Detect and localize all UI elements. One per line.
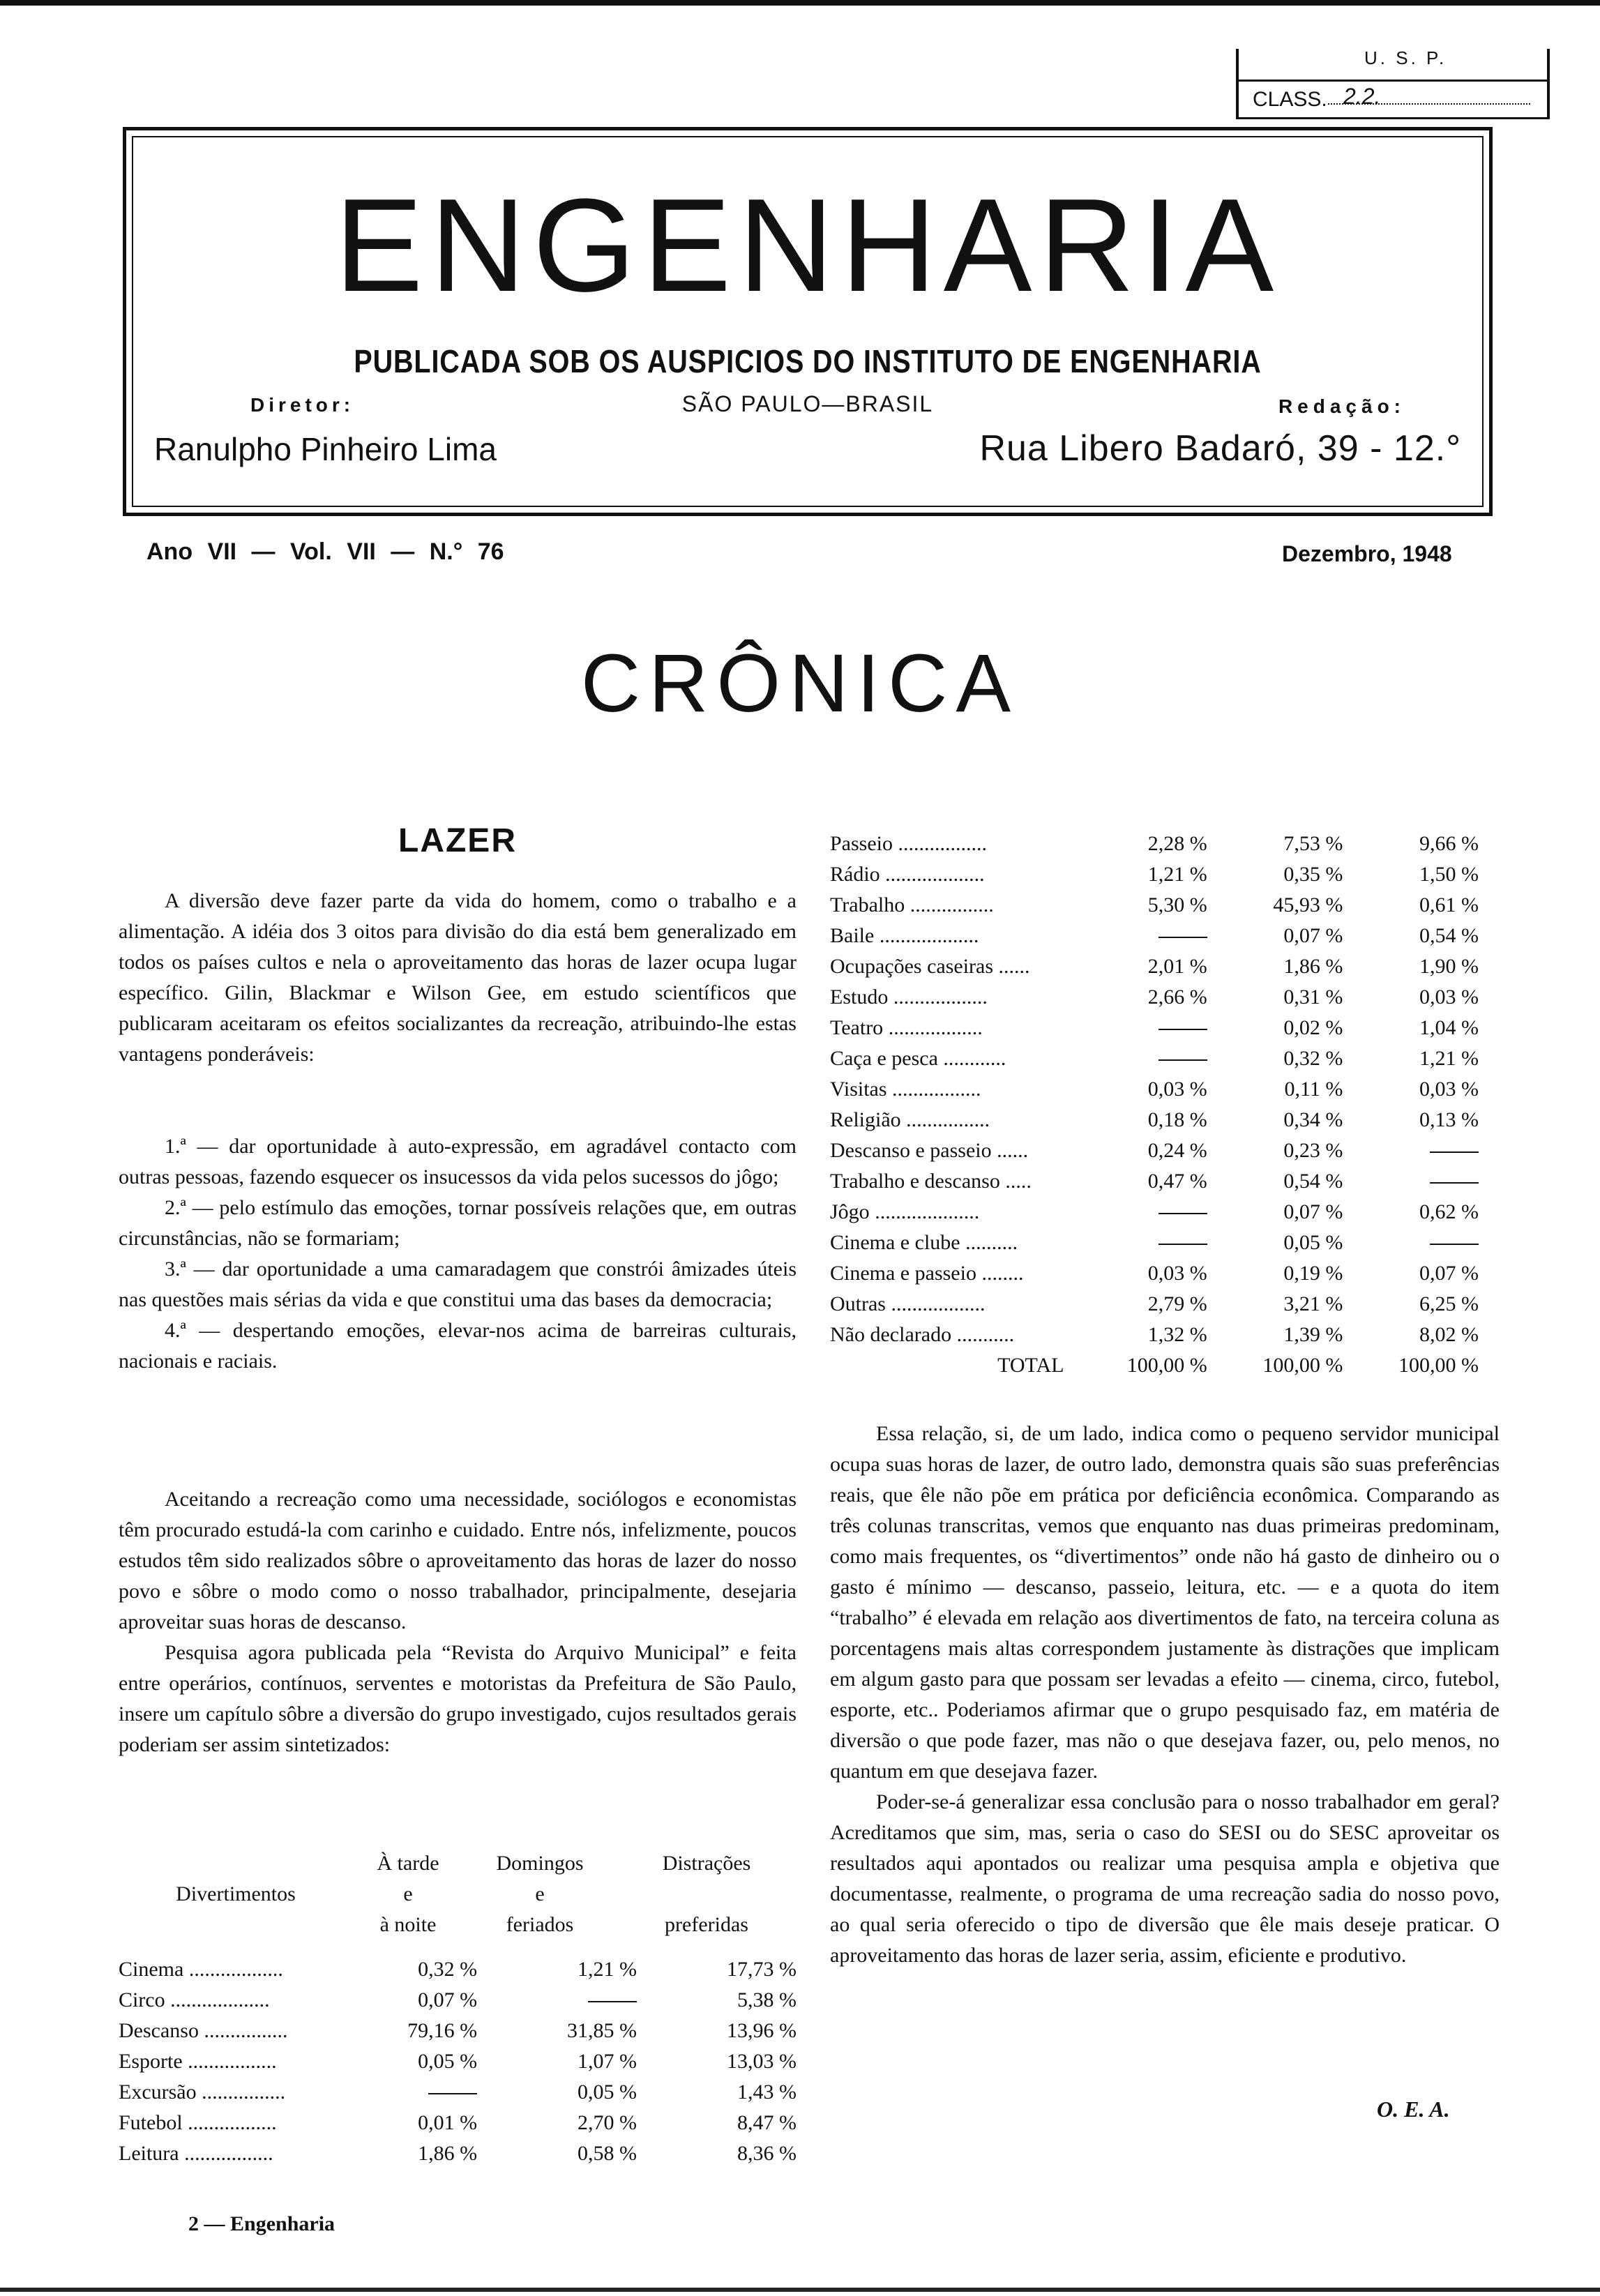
cell-c2 [477,1985,637,2016]
row-label [119,2046,363,2077]
cell-c2: 1,07 % [578,2050,637,2073]
cell-c2: 0,07 % [1283,1200,1343,1223]
cell-c1: 0,01 % [418,2111,478,2134]
cell-c3: 8,47 % [737,2111,797,2134]
publication-location: SÃO PAULO—BRASIL [681,391,934,416]
row-label [119,1985,363,2016]
empty-dash [428,2093,477,2094]
dot-leader: ..... [999,1170,1032,1193]
right-column [830,1419,1500,1971]
row-label [830,1320,1078,1350]
dot-leader: .................. [888,985,988,1009]
masthead-inner-frame [132,136,1484,507]
row-label-text: Estudo [830,985,889,1009]
empty-dash [1159,1029,1207,1030]
table-row [830,1043,1479,1074]
cell-c3: 0,03 % [1419,985,1479,1009]
cell-c1: 2,66 % [1147,985,1207,1009]
table-row [830,1166,1479,1197]
row-label-text: Descanso e passeio [830,1139,992,1162]
section-title: CRÔNICA [580,637,1020,730]
cell-c1: 0,47 % [1147,1170,1207,1193]
leisure-table-left [119,1954,797,2169]
table-row [830,1197,1479,1228]
row-label [830,1289,1078,1320]
row-label-text: Leitura [119,2142,179,2165]
paragraph: Essa relação, si, de um lado, indica como o pequeno servidor municipal ocupa suas horas de lazer, de outro lado, demonstra quais são suas preferências reais, que êle não põe em prática por deficiência econômica. Comparando as três colunas transcritas, vemos que enquanto nas duas primeiras predominam, como mais frequentes, os “divertimentos” onde não há gasto de dinheiro ou o gasto é mínimo — descanso, passeio, leitura, etc. — e a quota do item “trabalho” é elevada em relação aos divertimentos de fato, na terceira coluna as porcentagens mais altas correspondem justamente às distrações que implicam em algum gasto para que possam ser levadas a efeito — cinema, circo, futebol, esporte, etc.. Poderiamos afirmar que o grupo pesquisado faz, em matéria de diversão o que pode fazer, mas não o que desejava fazer, ou, pelo menos, no quantum em que desejava fazer. [830,1422,1500,1783]
row-label-text: Descanso [119,2019,199,2042]
cell-c2: 0,11 % [1284,1078,1343,1101]
cell-c3: 5,38 % [737,1988,797,2011]
row-label-text: Esporte [119,2050,183,2073]
row-label-text: Cinema e clube [830,1231,960,1254]
advantage-item: 4.ª — despertando emoções, elevar-nos acima de barreiras culturais, nacionais e raciais. [119,1319,797,1373]
dot-leader: ...... [993,955,1030,978]
row-label-text: Passeio [830,832,893,855]
cell-c2: 0,23 % [1283,1139,1343,1162]
page-top-border [0,0,1600,6]
table-row [119,2108,797,2138]
row-label-text: Outras [830,1292,886,1315]
cell-c3 [1343,1166,1479,1197]
cell-c1: 0,32 % [418,1958,478,1981]
table-row [830,951,1479,982]
dot-leader: ................... [874,924,979,947]
cell-c2: 1,39 % [1283,1323,1343,1346]
director-label: Diretor: [250,394,355,416]
cell-c1: 1,86 % [418,2142,478,2165]
cell-c1: 0,03 % [1147,1262,1207,1285]
cell-c1: 0,24 % [1147,1139,1207,1162]
table-row [830,1105,1479,1135]
cell-c2: 0,34 % [1283,1108,1343,1131]
cell-c2: 0,05 % [578,2080,637,2104]
cell-c1: 0,18 % [1147,1108,1207,1131]
cell-c3: 8,36 % [737,2142,797,2165]
row-label [830,1105,1078,1135]
cell-c1 [1078,1043,1207,1074]
column-header-distracoes: Distrações preferidas [662,1852,751,1936]
empty-dash [1430,1244,1479,1245]
table-row [830,982,1479,1013]
cell-c1 [1078,1197,1207,1228]
column-header-divertimentos: Divertimentos [176,1882,296,1905]
row-label-text: Cinema e passeio [830,1262,976,1285]
cell-c3: 9,66 % [1419,832,1479,855]
cell-c3: 0,07 % [1419,1262,1479,1285]
cell-c3: 100,00 % [1398,1354,1479,1377]
table-row [119,1985,797,2016]
cell-c2: 0,19 % [1283,1262,1343,1285]
editorial-label: Redação: [1278,395,1405,417]
advantage-item: 1.ª — dar oportunidade à auto-expressão, em agradável contacto com outras pessoas, fazendo esquecer os insucessos da vida pelos sucessos do jôgo; [119,1135,797,1188]
dot-leader: ................. [182,2050,277,2073]
stamp-class-value: 2.2. [1343,84,1381,109]
cell-c3: 1,04 % [1419,1016,1479,1039]
director-name: Ranulpho Pinheiro Lima [154,431,497,467]
intro-paragraph: A diversão deve fazer parte da vida do homem, como o trabalho e a alimentação. A idéia dos 3 oitos para divisão do dia está bem generalizado em todos os países cultos e nela o aproveitamento das horas de lazer ocupa lugar específico. Gilin, Blackmar e Wilson Gee, em estudo scientíficos que publicaram aceitaram os efeitos socializantes da recreação, atribuindo-lhe estas vantagens ponderáveis: [119,889,797,1066]
cell-c2: 31,85 % [567,2019,637,2042]
dot-leader: .................... [869,1200,980,1223]
table-row [830,1350,1479,1381]
dot-leader: ............ [937,1047,1006,1070]
cell-c1 [1078,1013,1207,1043]
cell-c1: 79,16 % [407,2019,478,2042]
table-row [830,829,1479,859]
row-label-text: Jôgo [830,1200,870,1223]
row-label [830,859,1078,890]
table-header [119,1848,797,1940]
cell-c3: 1,90 % [1419,955,1479,978]
row-label [830,1197,1078,1228]
paragraph: Poder-se-á generalizar essa conclusão para o nosso trabalhador em geral? Acreditamos que sim, mas, seria o caso do SESI ou do SESC aproveitar os resultados aqui apontados ou realizar uma pesquisa ampla e objetiva que documentasse, realmente, o programa de uma recreação sadia do nosso povo, ao qual seria oferecido o tipo de diversão que êle mais deseje praticar. O aproveitamento das horas de lazer seria, assim, eficiente e produtivo. [830,1790,1500,1967]
cell-c3: 0,03 % [1419,1078,1479,1101]
issue-date: Dezembro, 1948 [1282,541,1452,566]
cell-c3: 0,54 % [1419,924,1479,947]
row-label-text: Excursão [119,2080,197,2104]
cell-c1: 5,30 % [1147,893,1207,916]
dot-leader: .................. [183,1958,283,1981]
row-label [830,829,1078,859]
table-row [830,1258,1479,1289]
cell-c1 [1078,921,1207,951]
row-label [119,2108,363,2138]
dot-leader: ................ [905,893,994,916]
masthead [123,127,1493,516]
empty-dash [1159,1059,1207,1061]
table-row [119,2077,797,2108]
dot-leader: ................... [165,1988,270,2011]
dot-leader: .................. [885,1292,986,1315]
stamp-class-label: CLASS. [1253,88,1327,111]
table-row [830,921,1479,951]
table-row [830,1228,1479,1258]
empty-dash [1159,1213,1207,1214]
row-label-text: Teatro [830,1016,884,1039]
cell-c3: 8,02 % [1419,1323,1479,1346]
cell-c2: 0,07 % [1283,924,1343,947]
empty-dash [1159,1244,1207,1245]
table-row [830,1135,1479,1166]
cell-c2: 0,31 % [1283,985,1343,1009]
stamp-divider [1239,80,1547,82]
cell-c2: 0,35 % [1283,863,1343,886]
leisure-table-right [830,829,1479,1381]
dot-leader: .......... [960,1231,1018,1254]
cell-c2: 45,93 % [1273,893,1343,916]
dot-leader: ........ [976,1262,1024,1285]
cell-c3: 0,61 % [1419,893,1479,916]
cell-c1: 0,07 % [418,1988,478,2011]
advantages-list [119,1131,797,1377]
dot-leader: ................. [182,2111,277,2134]
cell-c1 [363,2077,477,2108]
para2-block [119,1484,797,1760]
row-label [830,921,1078,951]
cell-c2: 1,86 % [1283,955,1343,978]
table-row [119,1954,797,1985]
empty-dash [1430,1182,1479,1184]
table-row [119,2138,797,2169]
row-label-text: Trabalho [830,893,905,916]
row-label [119,2138,363,2169]
row-label [830,1258,1078,1289]
row-label [830,1074,1078,1105]
dot-leader: ................ [196,2080,286,2104]
issue-info: Ano VII — Vol. VII — N.° 76 [146,538,504,565]
cell-c2: 0,54 % [1283,1170,1343,1193]
dot-leader: ...... [991,1139,1029,1162]
dot-leader: ................. [886,1078,981,1101]
article-heading: LAZER [398,822,517,859]
cell-c2: 1,21 % [578,1958,637,1981]
cell-c2: 0,32 % [1283,1047,1343,1070]
cell-c2: 3,21 % [1283,1292,1343,1315]
row-label [830,1166,1078,1197]
row-label [830,951,1078,982]
row-label-text: Rádio [830,863,880,886]
page-bottom-border [0,2288,1600,2292]
row-label-text: Trabalho e descanso [830,1170,1000,1193]
row-label-text: Baile [830,924,875,947]
cell-c3: 0,62 % [1419,1200,1479,1223]
table-row [830,859,1479,890]
cell-c3: 13,96 % [727,2019,797,2042]
row-label-text: Ocupações caseiras [830,955,994,978]
intro-block [119,886,797,1070]
row-label [119,2077,363,2108]
cell-c1: 100,00 % [1126,1354,1207,1377]
dot-leader: .................. [883,1016,983,1039]
row-label [830,1013,1078,1043]
row-label [830,890,1078,921]
row-label-text: Visitas [830,1078,887,1101]
dot-leader: ................. [893,832,987,855]
cell-c1: 2,79 % [1147,1292,1207,1315]
class-stamp [1236,49,1550,119]
advantage-item: 3.ª — dar oportunidade a uma camaradagem que constrói âmizades úteis nas questões mais sérias da vida e que constitui uma das bases da democracia; [119,1257,797,1311]
dot-leader: ................ [198,2019,288,2042]
cell-c1: 1,32 % [1147,1323,1207,1346]
row-label [830,1228,1078,1258]
row-label [830,1043,1078,1074]
journal-title: ENGENHARIA [334,172,1281,319]
cell-c3: 0,13 % [1419,1108,1479,1131]
cell-c3: 1,50 % [1419,863,1479,886]
cell-c2: 7,53 % [1283,832,1343,855]
row-label-text: Caça e pesca [830,1047,938,1070]
column-header-domingos: Domingos e feriados [496,1852,584,1936]
cell-c2: 0,05 % [1283,1231,1343,1254]
cell-c3: 6,25 % [1419,1292,1479,1315]
table-row [830,1074,1479,1105]
cell-c1: 2,01 % [1147,955,1207,978]
column-header-tarde: À tarde e à noite [377,1852,439,1936]
cell-c2: 100,00 % [1262,1354,1343,1377]
paragraph: Aceitando a recreação como uma necessidade, sociólogos e economistas têm procurado estudá-la com carinho e cuidado. Entre nós, infelizmente, poucos estudos têm sido realizados sôbre o aproveitamento das horas de lazer do nosso povo e sôbre o modo como o nosso trabalhador, principalmente, desejaria aproveitar suas horas de descanso. [119,1488,797,1633]
empty-dash [588,2001,637,2002]
table-row [119,2046,797,2077]
row-label-text: TOTAL [997,1354,1064,1377]
table-row [830,1289,1479,1320]
cell-c1: 0,05 % [418,2050,478,2073]
row-label [830,1350,1078,1381]
author-signature: O. E. A. [1377,2097,1450,2122]
dot-leader: ................... [880,863,985,886]
stamp-org: U. S. P. [1364,47,1447,68]
row-label-text: Futebol [119,2111,183,2134]
row-label-text: Religião [830,1108,901,1131]
dot-leader: ................ [900,1108,990,1131]
row-label-text: Não declarado [830,1323,952,1346]
table-row [830,1320,1479,1350]
table-row [830,890,1479,921]
table-row [119,2016,797,2046]
paragraph: Pesquisa agora publicada pela “Revista do Arquivo Municipal” e feita entre operários, contínuos, serventes e motoristas da Prefeitura de São Paulo, insere um capítulo sôbre a diversão do grupo investigado, cujos resultados gerais poderiam ser assim sintetizados: [119,1641,797,1756]
cell-c1: 1,21 % [1147,863,1207,886]
row-label [830,982,1078,1013]
row-label [119,2016,363,2046]
table-row [830,1013,1479,1043]
dot-leader: ........... [951,1323,1015,1346]
dot-leader: ................. [179,2142,273,2165]
cell-c1: 2,28 % [1147,832,1207,855]
cell-c3: 1,21 % [1419,1047,1479,1070]
cell-c1: 0,03 % [1147,1078,1207,1101]
cell-c2: 0,02 % [1283,1016,1343,1039]
empty-dash [1159,937,1207,938]
cell-c3 [1343,1228,1479,1258]
cell-c1 [1078,1228,1207,1258]
stamp-dotted-line [1328,103,1530,105]
journal-subtitle: PUBLICADA SOB OS AUSPICIOS DO INSTITUTO DE ENGENHARIA [354,343,1262,379]
row-label [119,1954,363,1985]
editorial-address: Rua Libero Badaró, 39 - 12.° [979,428,1461,469]
advantage-item: 2.ª — pelo estímulo das emoções, tornar possíveis relações que, em outras circunstâncias, não se formariam; [119,1196,797,1250]
empty-dash [1430,1151,1479,1153]
cell-c3: 1,43 % [737,2080,797,2104]
row-label-text: Circo [119,1988,165,2011]
row-label-text: Cinema [119,1958,184,1981]
row-label [830,1135,1078,1166]
cell-c2: 2,70 % [578,2111,637,2134]
cell-c2: 0,58 % [578,2142,637,2165]
page-footer: 2 — Engenharia [188,2212,335,2235]
cell-c3 [1343,1135,1479,1166]
cell-c3: 13,03 % [727,2050,797,2073]
cell-c3: 17,73 % [727,1958,797,1981]
